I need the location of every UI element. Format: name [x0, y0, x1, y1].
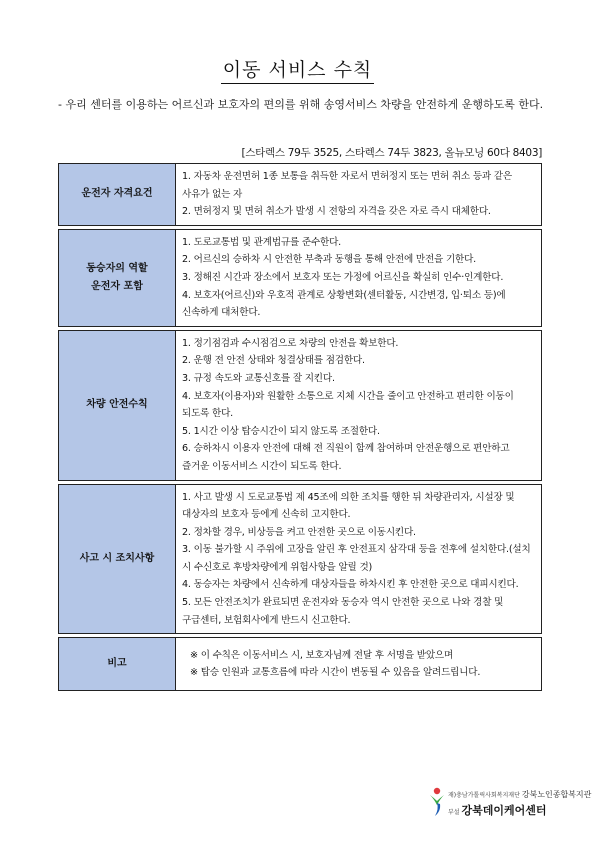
center-logo: [428, 785, 592, 821]
list-item: 1. 정기점검과 수시점검으로 차량의 안전을 확보한다.: [182, 337, 399, 349]
section-content: [176, 638, 542, 691]
list-item: 3. 이동 불가할 시 주위에 고장을 알린 후 안전표지 삼각대 등을 전후에 설치한다.(설치 시 수신호로 후방차량에게 위험사항을 알릴 것): [182, 544, 531, 573]
section-label: 운전자 자격요건: [59, 164, 176, 226]
section-label: 사고 시 조치사항: [59, 484, 176, 634]
list-item: 3. 정해진 시간과 장소에서 보호자 또는 가정에 어르신을 확실히 인수·인계한다.: [182, 271, 504, 283]
section-content: [176, 330, 542, 480]
section-content: [176, 484, 542, 634]
rules-table: [58, 163, 542, 691]
list-item: 1. 사고 발생 시 도로교통법 제 45조에 의한 조치를 행한 뒤 차량관리자, 시설장 및 대상자의 보호자 등에게 신속히 고지한다.: [182, 491, 515, 521]
logo-foundation: 재)충남가톨릭사회복지재단: [448, 792, 520, 799]
intro-text: - 우리 센터를 이용하는 어르신과 보호자의 편의를 위해 송영서비스 차량을 안전하게 운행하도록 한다.: [58, 98, 544, 111]
list-item: 2. 운행 전 안전 상태와 청결상태를 점검한다.: [182, 355, 365, 367]
section-driver-qualification: [59, 164, 542, 226]
list-item: 5. 1시간 이상 탑승시간이 되지 않도록 조절한다.: [182, 425, 380, 437]
list-item: 3. 규정 속도와 교통신호를 잘 지킨다.: [182, 372, 335, 384]
section-remarks: [59, 638, 542, 691]
list-item: 4. 동승자는 차량에서 신속하게 대상자들을 하차시킨 후 안전한 곳으로 대피시킨다.: [182, 579, 519, 591]
list-item: 1. 도로교통법 및 관계법규를 준수한다.: [182, 236, 342, 248]
logo-affiliate: 부설: [448, 809, 460, 816]
section-vehicle-safety: [59, 330, 542, 480]
list-item: 4. 보호자(어르신)와 우호적 관계로 상황변화(센터활동, 시간변경, 입·퇴소 등)에 신속하게 대처한다.: [182, 289, 506, 319]
list-item: 6. 승하차시 이용자 안전에 대해 전 직원이 함께 참여하며 안전운행으로 편안하고 즐거운 이동서비스 시간이 되도록 한다.: [182, 443, 510, 472]
list-item: ※ 이 수칙은 이동서비스 시, 보호자님께 전달 후 서명을 받았으며: [190, 649, 454, 661]
list-item: 5. 모든 안전조치가 완료되면 운전자와 동승자 역시 안전한 곳으로 나와 경찰 및 구급센터, 보험회사에게 반드시 신고한다.: [182, 597, 504, 626]
section-companion-role: [59, 229, 542, 326]
logo-daycare-name: 강북데이케어센터: [461, 804, 547, 817]
section-content: [176, 164, 542, 226]
list-item: ※ 탑승 인원과 교통흐름에 따라 시간이 변동될 수 있음을 알려드립니다.: [190, 667, 481, 679]
section-content: [176, 229, 542, 326]
section-label: 동승자의 역할 운전자 포함: [59, 229, 176, 326]
section-label: 차량 안전수칙: [59, 330, 176, 480]
list-item: 2. 정차할 경우, 비상등을 켜고 안전한 곳으로 이동시킨다.: [182, 526, 416, 538]
section-accident-response: [59, 484, 542, 634]
vehicle-list: [스타렉스 79두 3525, 스타렉스 74두 3823, 올뉴모닝 60다 8403]: [241, 147, 542, 159]
logo-welfare-center: 강북노인종합복지관: [521, 790, 592, 799]
list-item: 1. 자동차 운전면허 1종 보통을 취득한 자로서 면허정지 또는 면허 취소 등과 같은 사유가 없는 자: [182, 171, 512, 200]
section-label: 비고: [59, 638, 176, 691]
list-item: 2. 면허정지 및 면허 취소가 발생 시 전항의 자격을 갖은 자로 즉시 대체한다.: [182, 206, 491, 218]
page-title: 이동 서비스 수칙: [0, 55, 595, 82]
list-item: 4. 보호자(이용자)와 원활한 소통으로 지체 시간을 줄이고 안전하고 편리한 이동이 되도록 한다.: [182, 390, 514, 420]
list-item: 2. 어르신의 승하차 시 안전한 부축과 동행을 통해 안전에 만전을 기한다.: [182, 254, 476, 266]
logo-mark-icon: [428, 787, 446, 817]
